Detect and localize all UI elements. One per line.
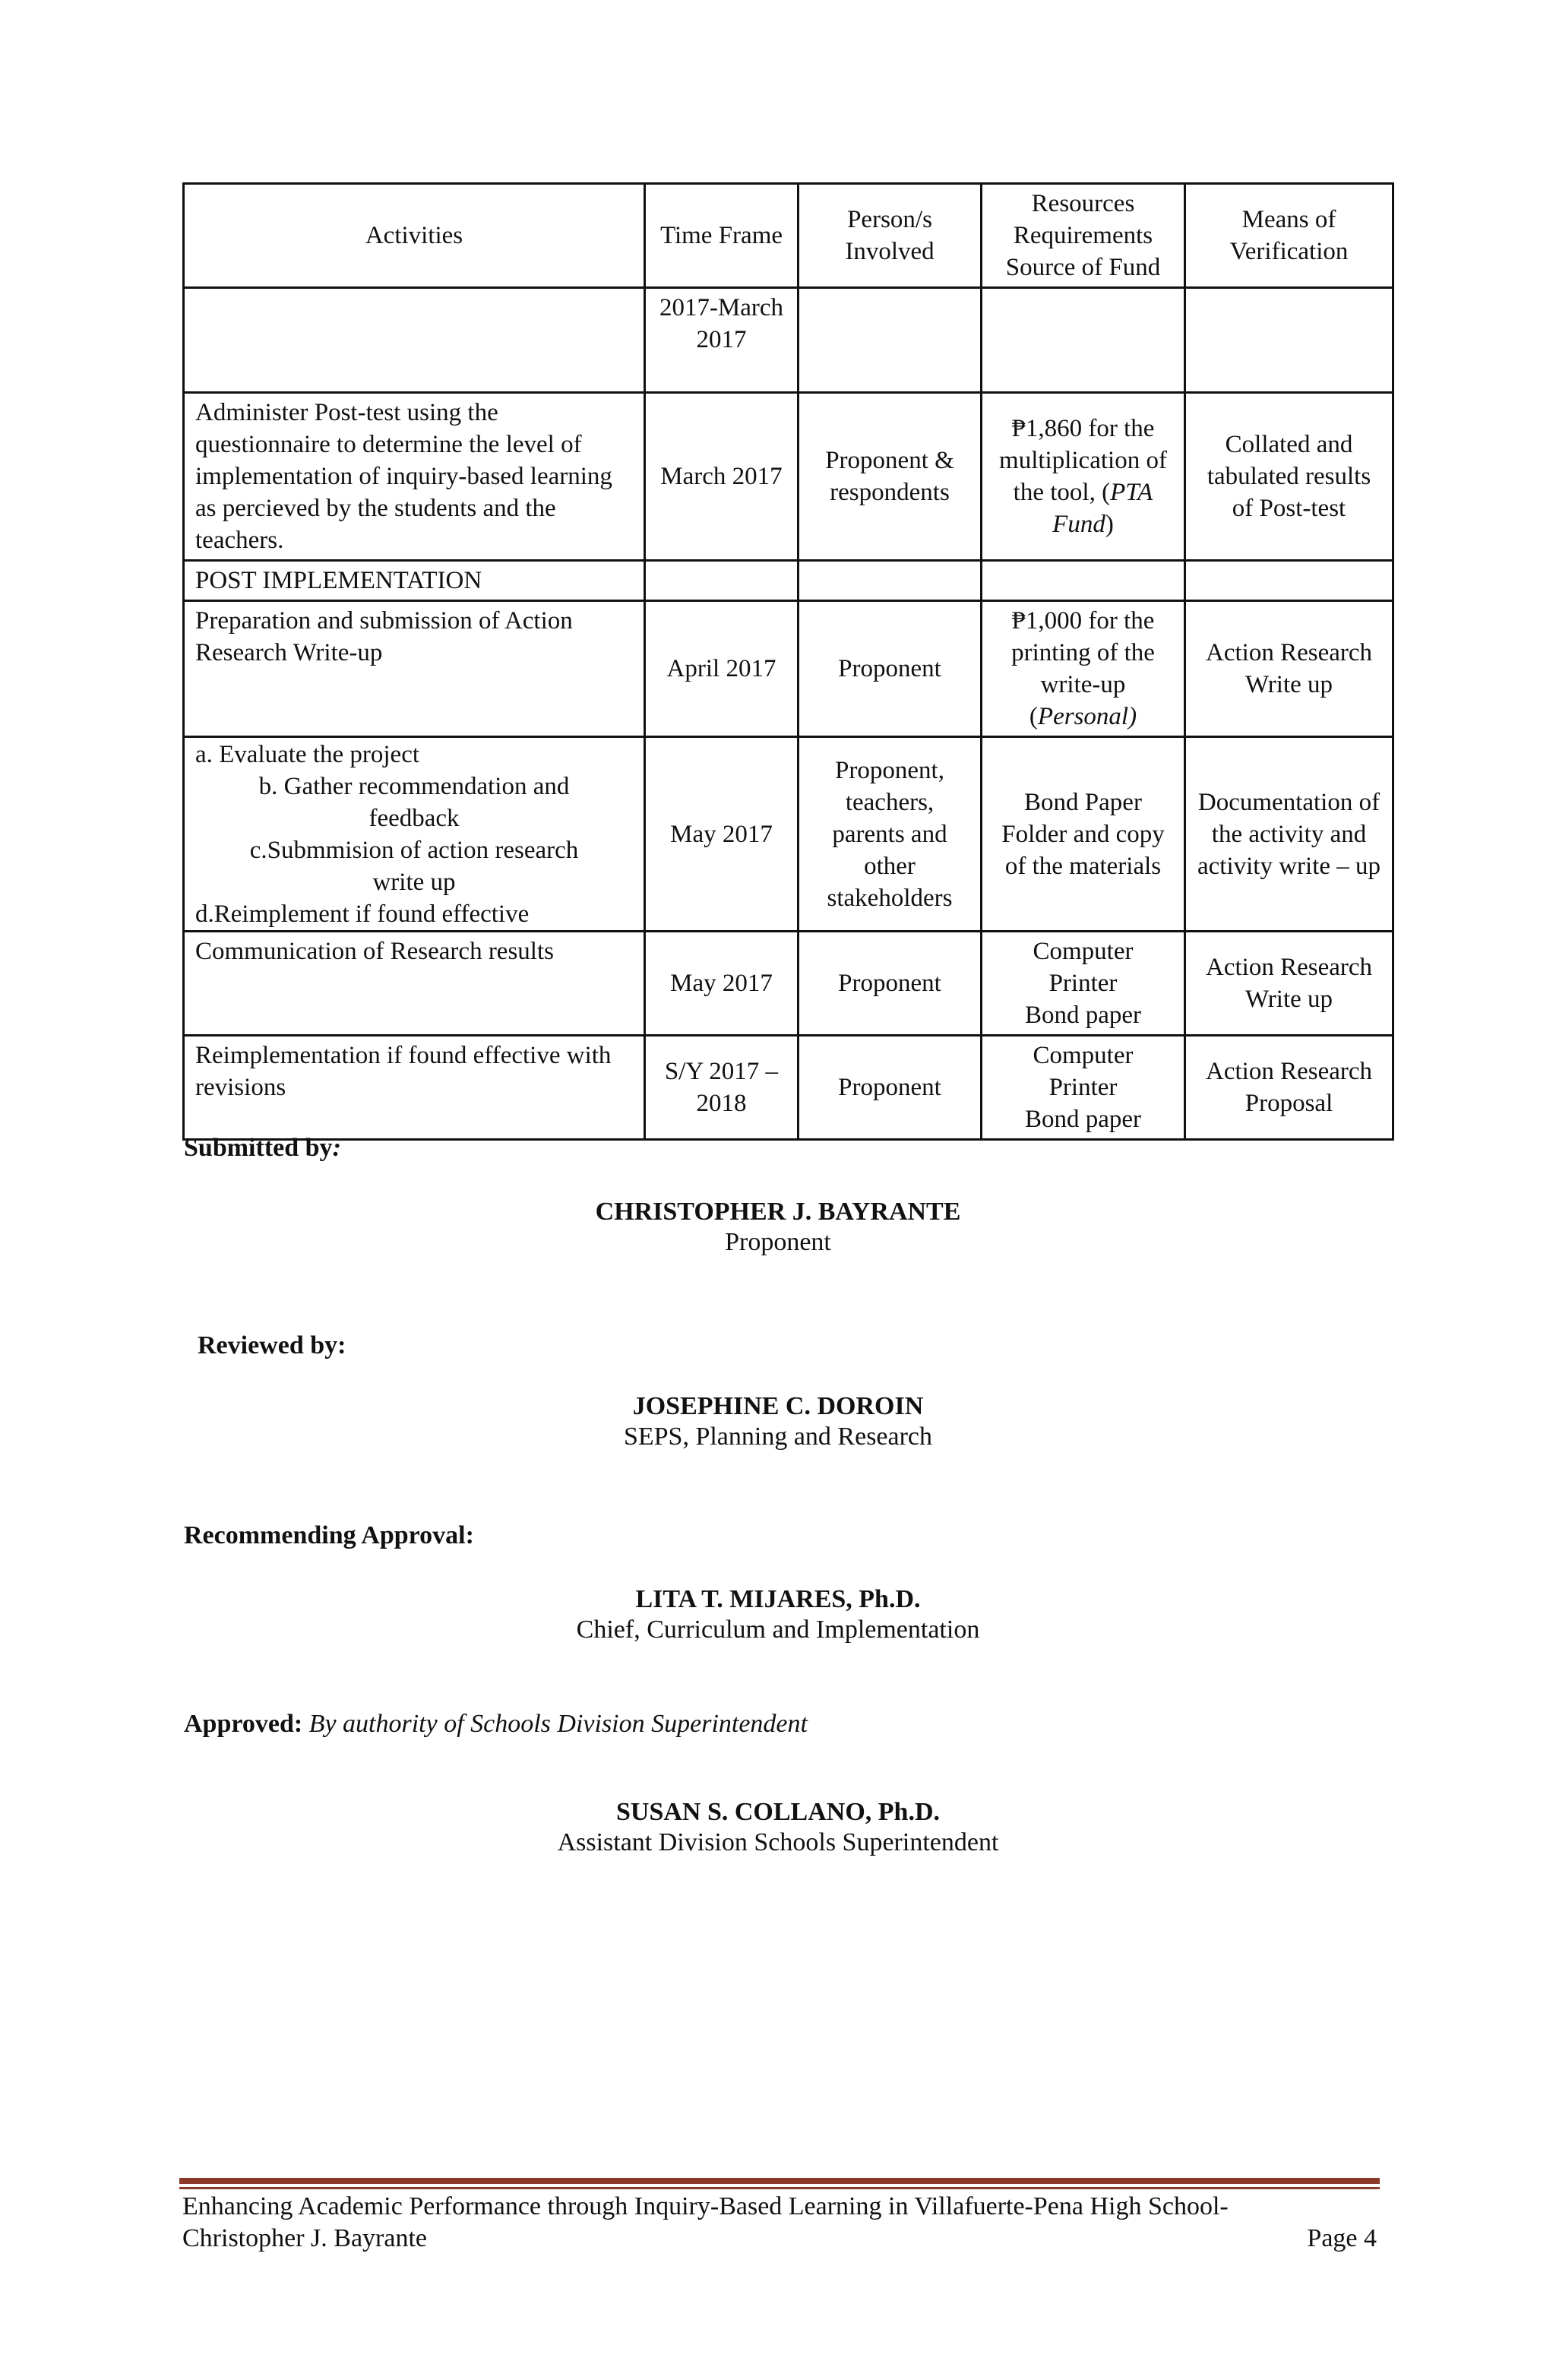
approved-label: Approved:: [184, 1710, 303, 1738]
submitted-label-colon: :: [332, 1134, 341, 1162]
activity-item: b. Gather recommendation and feedback: [258, 772, 570, 832]
cell-time: S/Y 2017 – 2018: [645, 1036, 799, 1140]
cell-time: March 2017: [645, 393, 799, 561]
cell-empty: [1185, 561, 1393, 601]
cell-verification: [1185, 288, 1393, 393]
approved-line: [184, 1710, 808, 1739]
cell-activity: [184, 288, 645, 393]
submitted-by-label: [184, 1134, 341, 1163]
cell-resources: [982, 393, 1185, 561]
cell-persons: [799, 288, 982, 393]
resources-close: ): [1105, 511, 1114, 538]
recommending-label: Recommending Approval:: [184, 1521, 474, 1549]
cell-resources: [982, 288, 1185, 393]
resource-line: Printer: [1048, 1074, 1118, 1101]
resource-line: Bond paper: [1024, 1002, 1142, 1029]
fund-source: PTA Fund: [1052, 479, 1153, 538]
page-number: Page 4: [1307, 2224, 1377, 2252]
footer-rule-thin: [179, 2187, 1380, 2189]
header-resources: Resources Requirements Source of Fund: [982, 184, 1185, 288]
approved-authority: By authority of Schools Division Superintendent: [308, 1710, 808, 1738]
approved-name: SUSAN S. COLLANO, Ph.D.: [615, 1798, 941, 1826]
cell-persons: Proponent: [799, 601, 982, 737]
cell-time: April 2017: [645, 601, 799, 737]
header-activities: Activities: [184, 184, 645, 288]
resources-text: ₱1,000 for the printing of the write-up (: [1011, 607, 1155, 730]
cell-verification: Collated and tabulated results of Post-test: [1185, 393, 1393, 561]
resource-line: Computer: [1033, 1042, 1134, 1069]
table-row: [184, 932, 1393, 1036]
recommending-name: LITA T. MIJARES, Ph.D.: [635, 1585, 921, 1613]
table-row: [184, 737, 1393, 932]
action-plan-table: [182, 182, 1394, 1141]
cell-resources: [982, 932, 1185, 1036]
cell-persons: Proponent: [799, 932, 982, 1036]
cell-activity: Administer Post-test using the questionnaire to determine the level of implementation of inquiry-based learning as percieved by the students and the teachers.: [184, 393, 645, 561]
cell-activity: Preparation and submission of Action Research Write-up: [184, 601, 645, 737]
cell-verification: Action Research Write up: [1185, 932, 1393, 1036]
reviewed-by-label: Reviewed by:: [198, 1331, 346, 1359]
activity-item: d.Reimplement if found effective: [195, 900, 530, 928]
resources-text: ₱1,860 for the multiplication of the tool, (: [999, 415, 1167, 506]
cell-resources: Bond Paper Folder and copy of the materials: [982, 737, 1185, 932]
header-verification: Means of Verification: [1185, 184, 1393, 288]
section-title: POST IMPLEMENTATION: [184, 561, 645, 601]
cell-verification: Action Research Write up: [1185, 601, 1393, 737]
resource-line: Printer: [1048, 970, 1118, 997]
section-row: [184, 561, 1393, 601]
cell-resources: [982, 601, 1185, 737]
submitted-name: CHRISTOPHER J. BAYRANTE: [595, 1198, 961, 1226]
submitted-role: Proponent: [725, 1228, 831, 1256]
reviewed-name: JOSEPHINE C. DOROIN: [632, 1392, 924, 1420]
activity-item: a. Evaluate the project: [195, 740, 420, 768]
cell-persons: Proponent, teachers, parents and other stakeholders: [799, 737, 982, 932]
cell-activity: Reimplementation if found effective with revisions: [184, 1036, 645, 1140]
footer-rule: [179, 2178, 1380, 2184]
cell-verification: Action Research Proposal: [1185, 1036, 1393, 1140]
submitted-label-text: Submitted by: [184, 1134, 333, 1162]
cell-persons: Proponent: [799, 1036, 982, 1140]
recommending-role: Chief, Curriculum and Implementation: [576, 1616, 980, 1644]
fund-source: Personal): [1037, 703, 1137, 730]
cell-resources: [982, 1036, 1185, 1140]
table-row: [184, 288, 1393, 393]
cell-verification: Documentation of the activity and activity write – up: [1185, 737, 1393, 932]
cell-time: 2017-March 2017: [645, 288, 799, 393]
header-persons: Person/s Involved: [799, 184, 982, 288]
approved-role: Assistant Division Schools Superintendent: [557, 1828, 999, 1856]
table-row: [184, 1036, 1393, 1140]
cell-activity: [184, 737, 645, 932]
table-row: [184, 601, 1393, 737]
footer-author: Christopher J. Bayrante: [182, 2224, 427, 2252]
table-header-row: [184, 184, 1393, 288]
cell-persons: Proponent & respondents: [799, 393, 982, 561]
cell-empty: [982, 561, 1185, 601]
cell-activity: Communication of Research results: [184, 932, 645, 1036]
resource-line: Bond paper: [1024, 1106, 1142, 1133]
cell-empty: [645, 561, 799, 601]
cell-empty: [799, 561, 982, 601]
reviewed-role: SEPS, Planning and Research: [623, 1423, 933, 1451]
cell-time: May 2017: [645, 737, 799, 932]
cell-time: May 2017: [645, 932, 799, 1036]
table-row: [184, 393, 1393, 561]
resource-line: Computer: [1033, 938, 1134, 965]
header-time-frame: Time Frame: [645, 184, 799, 288]
activity-item: c.Submmision of action research write up: [249, 836, 579, 896]
footer-title: Enhancing Academic Performance through Inquiry-Based Learning in Villafuerte-Pena High School-: [182, 2192, 1229, 2220]
